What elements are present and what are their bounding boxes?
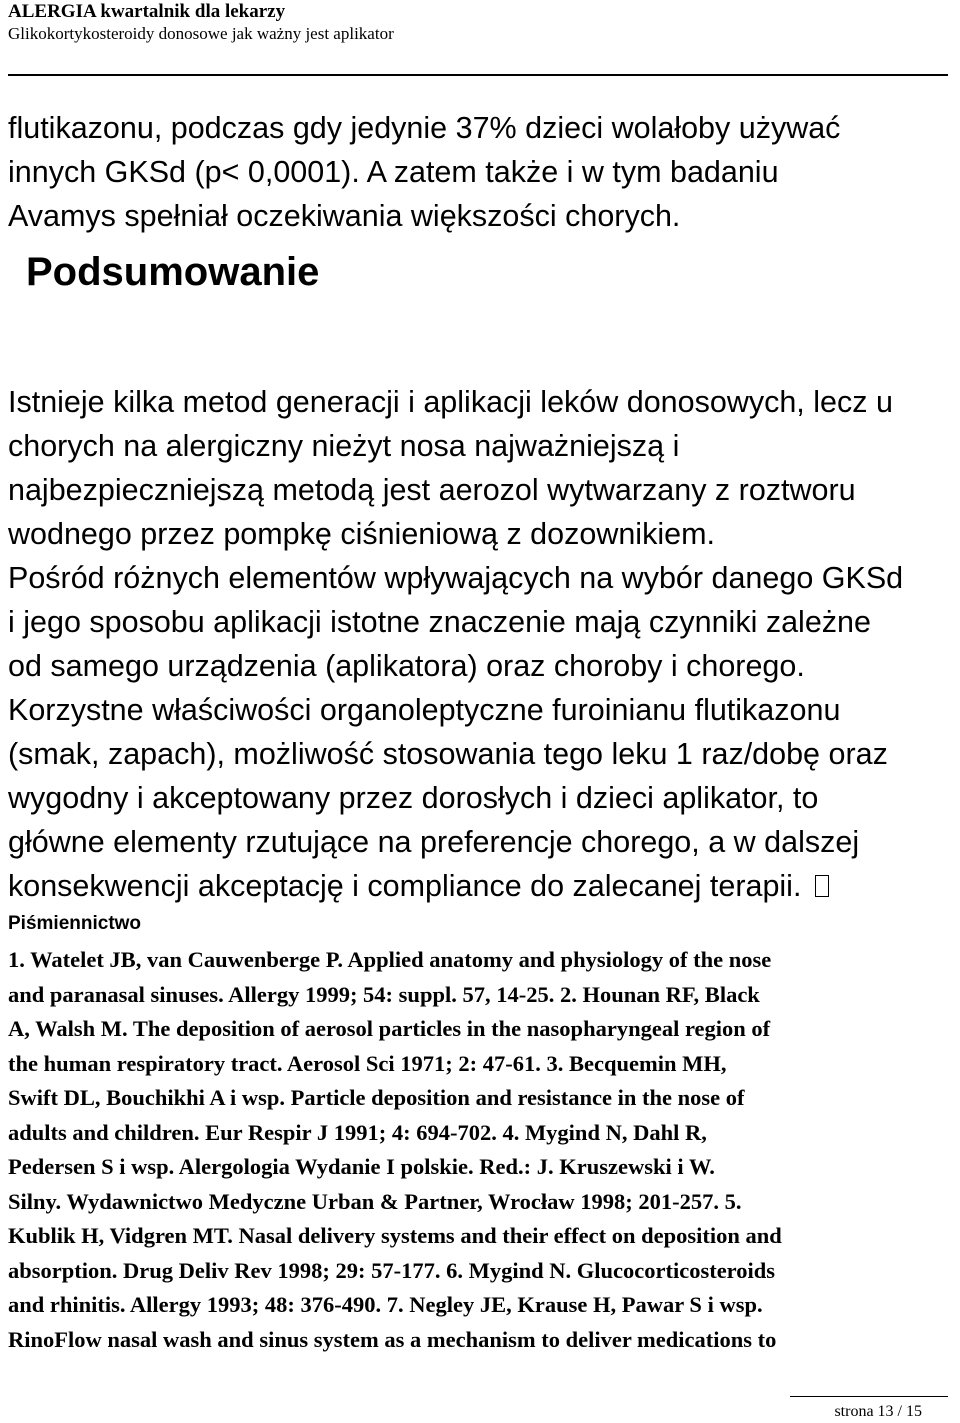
page-number: strona 13 / 15 <box>834 1403 922 1420</box>
footer-divider <box>790 1396 948 1397</box>
body-line: główne elementy rzutujące na preferencje chorego, a w dalszej <box>8 825 860 859</box>
article-title: Glikokortykosteroidy donosowe jak ważny jest aplikator <box>8 24 394 43</box>
reference-line: Kublik H, Vidgren MT. Nasal delivery systems and their effect on deposition and <box>8 1223 782 1248</box>
reference-line: the human respiratory tract. Aerosol Sci 1971; 2: 47-61. 3. Becquemin MH, <box>8 1050 727 1076</box>
body-line: innych GKSd (p< 0,0001). A zatem także i w tym badaniu <box>8 155 779 189</box>
body-line-last <box>8 864 956 908</box>
body-line: Istnieje kilka metod generacji i aplikacji leków donosowych, lecz u <box>8 385 893 419</box>
body-line: flutikazonu, podczas gdy jedynie 37% dzieci wolałoby używać <box>8 111 841 145</box>
header-divider <box>8 74 948 76</box>
reference-line: 1. Watelet JB, van Cauwenberge P. Applied anatomy and physiology of the nose <box>8 947 772 972</box>
body-line: Korzystne właściwości organoleptyczne furoinianu flutikazonu <box>8 693 841 727</box>
body-line: i jego sposobu aplikacji istotne znaczenie mają czynniki zależne <box>8 605 871 639</box>
journal-title: ALERGIA kwartalnik dla lekarzy <box>8 1 286 22</box>
article-body <box>8 106 956 908</box>
page-header <box>8 0 952 45</box>
reference-line: Pedersen S i wsp. Alergologia Wydanie I polskie. Red.: J. Kruszewski i W. <box>8 1154 715 1179</box>
body-line: Avamys spełniał oczekiwania większości chorych. <box>8 199 681 233</box>
body-line: od samego urządzenia (aplikatora) oraz choroby i chorego. <box>8 649 805 683</box>
body-line-text: konsekwencji akceptację i compliance do zalecanej terapii. <box>8 869 802 903</box>
reference-line: RinoFlow nasal wash and sinus system as a mechanism to deliver medications to <box>8 1326 777 1352</box>
reference-line: absorption. Drug Deliv Rev 1998; 29: 57-177. 6. Mygind N. Glucocorticosteroids <box>8 1257 776 1283</box>
body-line: chorych na alergiczny nieżyt nosa najważniejszą i <box>8 429 680 463</box>
section-heading-summary: Podsumowanie <box>26 250 320 294</box>
end-of-article-icon <box>815 875 829 897</box>
reference-line: Swift DL, Bouchikhi A i wsp. Particle deposition and resistance in the nose of <box>8 1085 745 1110</box>
body-line: najbezpieczniejszą metodą jest aerozol wytwarzany z roztworu <box>8 473 856 507</box>
body-line: Pośród różnych elementów wpływających na wybór danego GKSd <box>8 561 904 595</box>
references-section <box>8 912 956 1357</box>
reference-line: Silny. Wydawnictwo Medyczne Urban & Partner, Wrocław 1998; 201-257. 5. <box>8 1188 742 1214</box>
reference-line: and paranasal sinuses. Allergy 1999; 54: suppl. 57, 14-25. 2. Hounan RF, Black <box>8 981 760 1007</box>
body-line: wodnego przez pompkę ciśnieniową z dozownikiem. <box>8 517 715 551</box>
body-line: wygodny i akceptowany przez dorosłych i dzieci aplikator, to <box>8 781 819 815</box>
references-heading: Piśmiennictwo <box>8 913 142 934</box>
reference-line: and rhinitis. Allergy 1993; 48: 376-490. 7. Negley JE, Krause H, Pawar S i wsp. <box>8 1292 763 1317</box>
reference-line: adults and children. Eur Respir J 1991; 4: 694-702. 4. Mygind N, Dahl R, <box>8 1119 707 1145</box>
body-line: (smak, zapach), możliwość stosowania tego leku 1 raz/dobę oraz <box>8 737 888 771</box>
reference-line: A, Walsh M. The deposition of aerosol particles in the nasopharyngeal region of <box>8 1016 771 1041</box>
